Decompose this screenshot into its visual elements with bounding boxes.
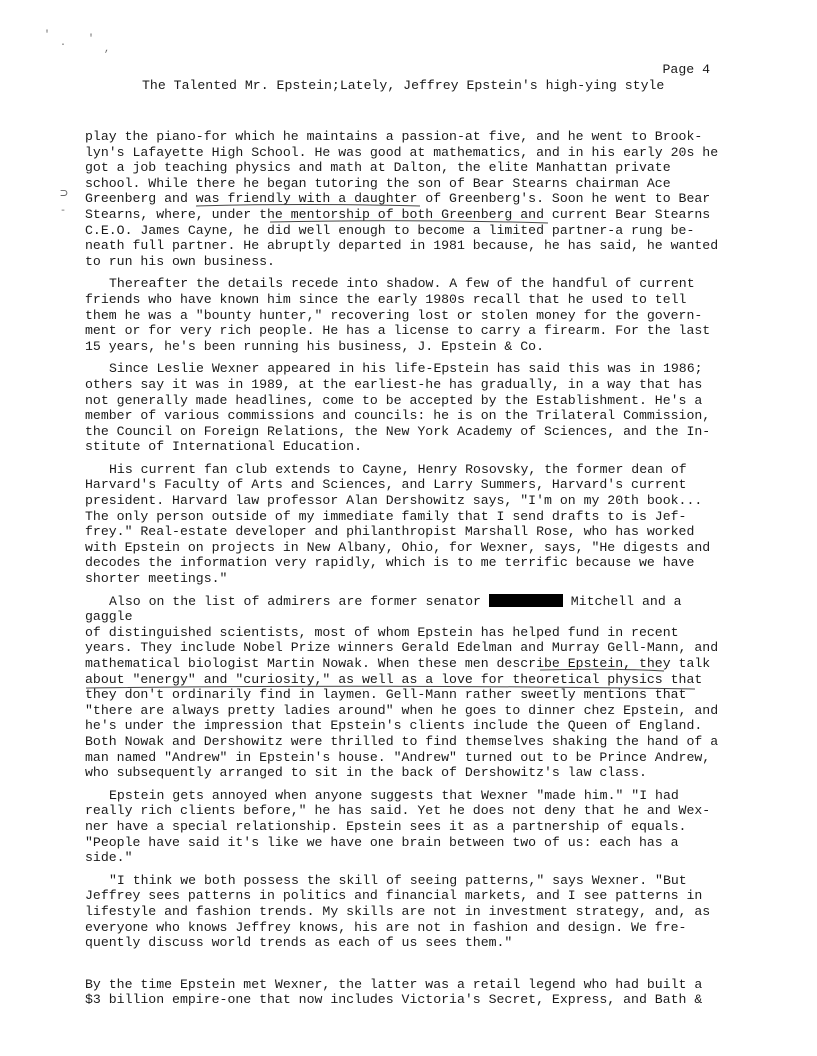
article-body bbox=[85, 129, 735, 1015]
margin-mark: - bbox=[60, 206, 67, 217]
redaction-box bbox=[489, 594, 563, 607]
page-number: Page 4 bbox=[662, 62, 710, 77]
paragraph-3: Since Leslie Wexner appeared in his life-Epstein has said this was in 1986; others say it was in 1989, at the earliest-he has gradually, in a way that has not generally made headlines, come to be accepted by the Establishment. He's a member of various commissions and councils: he is on the Trilateral Commission, the Council on Foreign Relations, the New York Academy of Sciences, and the In- stitute of International Education. bbox=[85, 361, 711, 455]
paragraph-5 bbox=[85, 594, 735, 781]
scan-speck: ' bbox=[44, 30, 51, 41]
paragraph-1: play the piano-for which he maintains a passion-at five, and he went to Brook- lyn's Lafayette High School. He was good at mathematics, and in his early 20s he got a job teaching physics and math at Dalton, the elite Manhattan private school. While there he began tutoring the son of Bear Stearns chairman Ace Greenberg and was friendly with a daughter of Greenberg's. Soon he went to Bear Stearns, where, under the mentorship of both Greenberg and current Bear Stearns C.E.O. James Cayne, he did well enough to become a limited partner-a rung be- neath full partner. He abruptly departed in 1981 because, he has said, he wanted to run his own business. bbox=[85, 129, 719, 269]
scan-speck: ' bbox=[88, 34, 95, 45]
margin-mark: ⊃ bbox=[60, 186, 68, 201]
paragraph-5-rest: Mitchell and a gaggle of distinguished scientists, most of whom Epstein has helped fund in recent years. They include Nobel Prize winners Gerald Edelman and Murray Gell-Mann, and mathematical biologist Martin Nowak. When these men describe Epstein, they talk about "energy" and "curiosity," as well as a love for theoretical physics that they don't ordinarily find in laymen. Gell-Mann rather sweetly mentions that "there are always pretty ladies around" when he goes to dinner chez Epstein, and he's under the impression that Epstein's clients include the Queen of England. Both Nowak and Dershowitz were thrilled to find themselves shaking the hand of a man named "Andrew" in Epstein's house. "Andrew" turned out to be Prince Andrew, who subsequently arranged to sit in the back of Dershowitz's law class. bbox=[85, 593, 719, 781]
scan-speck: , bbox=[104, 44, 111, 55]
paragraph-5-start: Also on the list of admirers are former senator bbox=[109, 593, 489, 609]
document-header-title: The Talented Mr. Epstein;Lately, Jeffrey Epstein's high-ying style bbox=[142, 78, 665, 93]
scan-speck: · bbox=[60, 40, 67, 51]
paragraph-6: Epstein gets annoyed when anyone suggests that Wexner "made him." "I had really rich clients before," he has said. Yet he does not deny that he and Wex- ner have a special relationship. Epstein sees it as a partnership of equals. "People have said it's like we have one brain between two of us: each has a side." bbox=[85, 787, 711, 866]
paragraph-8: By the time Epstein met Wexner, the latter was a retail legend who had built a $3 billion empire-one that now includes Victoria's Secret, Express, and Bath & bbox=[85, 976, 703, 1008]
paragraph-2: Thereafter the details recede into shadow. A few of the handful of current friends who have known him since the early 1980s recall that he used to tell them he was a "bounty hunter," recovering lost or stolen money for the govern- ment or for very rich people. He has a license to carry a firearm. For the last 15 years, he's been running his business, J. Epstein & Co. bbox=[85, 276, 711, 354]
paragraph-7: "I think we both possess the skill of seeing patterns," says Wexner. "But Jeffrey sees patterns in politics and financial markets, and I see patterns in lifestyle and fashion trends. My skills are not in investment strategy, and, as everyone who knows Jeffrey knows, his are not in fashion and design. We fre- quently discuss world trends as each of us sees them." bbox=[85, 872, 711, 951]
paragraph-4: His current fan club extends to Cayne, Henry Rosovsky, the former dean of Harvard's Faculty of Arts and Sciences, and Larry Summers, Harvard's current president. Harvard law professor Alan Dershowitz says, "I'm on my 20th book... The only person outside of my immediate family that I send drafts to is Jef- frey." Real-estate developer and philanthropist Marshall Rose, who has worked with Epstein on projects in New Albany, Ohio, for Wexner, says, "He digests and decodes the information very rapidly, which is to me terrific because we have shorter meetings." bbox=[85, 461, 711, 587]
